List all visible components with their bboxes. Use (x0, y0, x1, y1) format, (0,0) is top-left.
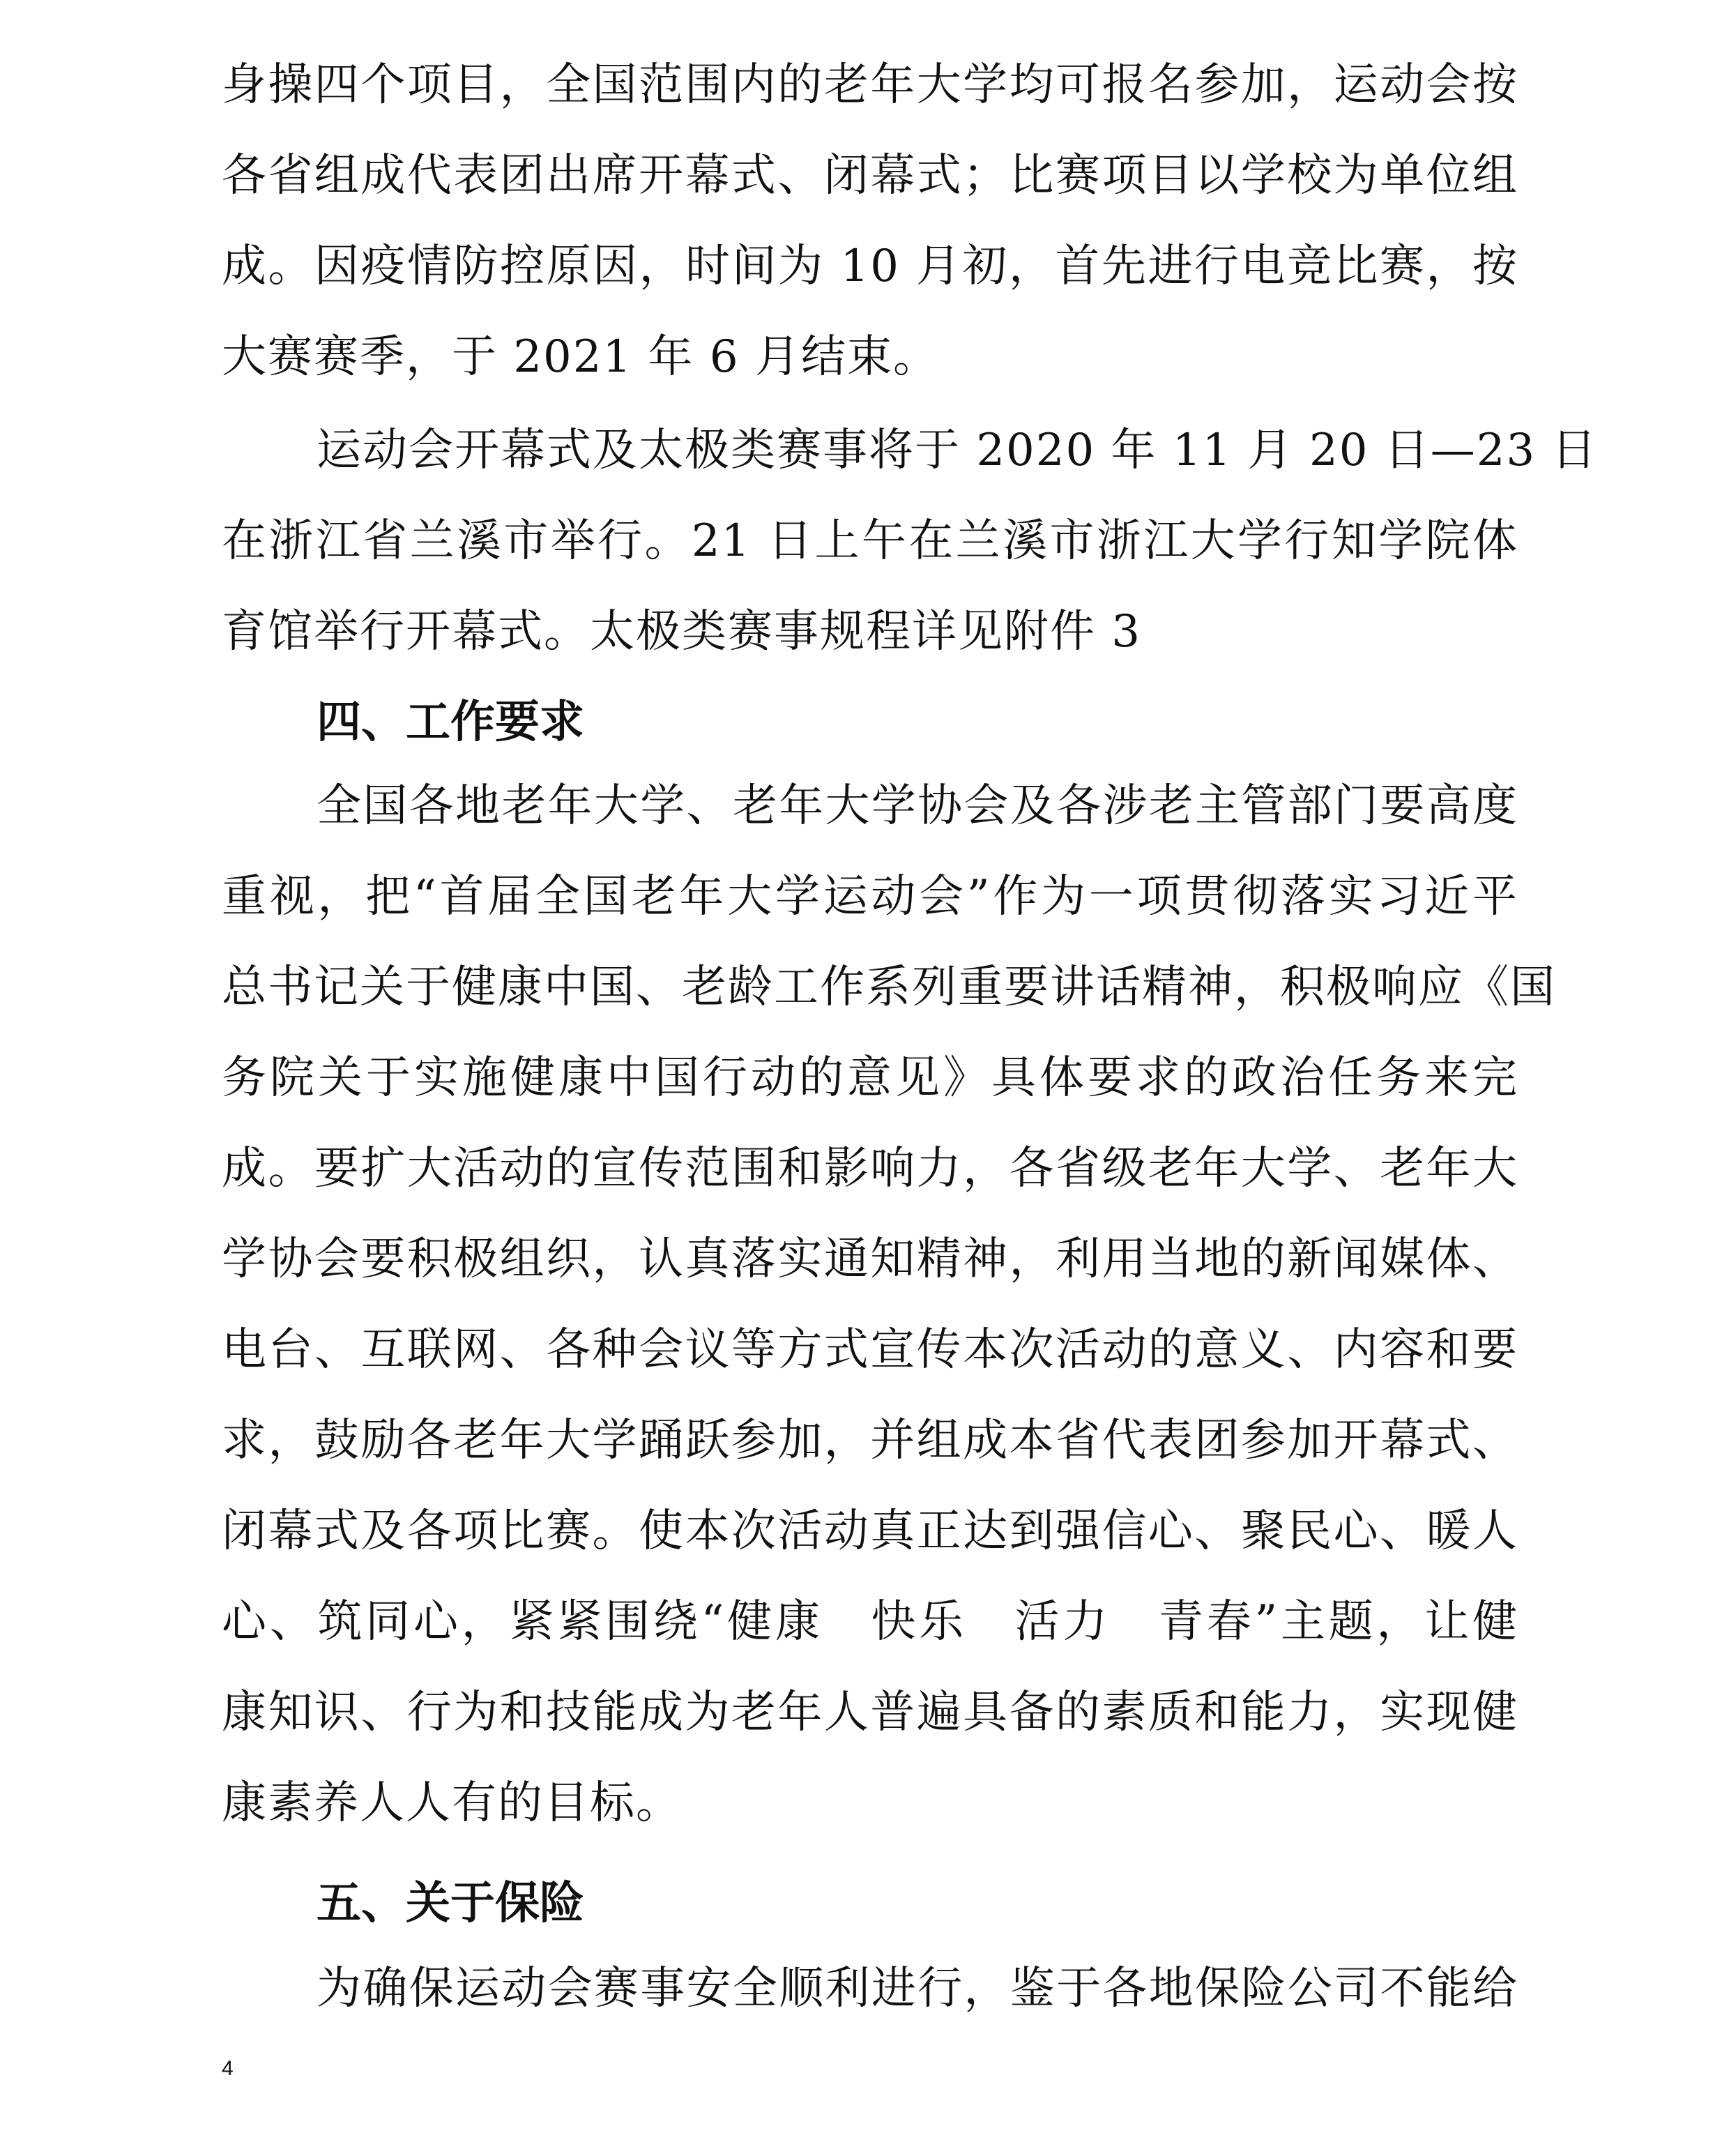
body-text-line: 务院关于实施健康中国行动的意见》具体要求的政治任务来完 (222, 1052, 1518, 1104)
body-text-line: 全国各地老年大学、老年大学协会及各涉老主管部门要高度 (317, 780, 1518, 832)
body-text-line: 运动会开幕式及太极类赛事将于 2020 年 11 月 20 日—23 日 (317, 425, 1598, 476)
body-text-line: 育馆举行开幕式。太极类赛事规程详见附件 3 (222, 606, 1142, 658)
body-text-line: 在浙江省兰溪市举行。21 日上午在兰溪市浙江大学行知学院体 (222, 515, 1518, 567)
body-text-line: 康素养人人有的目标。 (222, 1777, 682, 1829)
body-text-line: 成。因疫情防控原因，时间为 10 月初，首先进行电竞比赛，按 (222, 241, 1518, 292)
body-text-line: 电台、互联网、各种会议等方式宣传本次活动的意义、内容和要 (222, 1324, 1518, 1376)
body-text-line: 身操四个项目，全国范围内的老年大学均可报名参加，运动会按 (222, 59, 1518, 111)
body-text-line: 为确保运动会赛事安全顺利进行，鉴于各地保险公司不能给 (317, 1963, 1518, 2014)
body-text-line: 总书记关于健康中国、老龄工作系列重要讲话精神，积极响应《国 (222, 962, 1556, 1013)
body-text-line: 各省组成代表团出席开幕式、闭幕式；比赛项目以学校为单位组 (222, 150, 1518, 202)
body-text-line: 闭幕式及各项比赛。使本次活动真正达到强信心、聚民心、暖人 (222, 1505, 1518, 1557)
section-heading-insurance: 五、关于保险 (317, 1878, 584, 1929)
body-text-line: 求，鼓励各老年大学踊跃参加，并组成本省代表团参加开幕式、 (222, 1415, 1518, 1466)
body-text-line: 康知识、行为和技能成为老年人普遍具备的素质和能力，实现健 (222, 1687, 1518, 1738)
body-text-line: 学协会要积极组织，认真落实通知精神，利用当地的新闻媒体、 (222, 1233, 1518, 1285)
body-text-line: 心、筑同心，紧紧围绕“健康 快乐 活力 青春”主题，让健 (222, 1596, 1518, 1648)
body-text-line: 大赛赛季，于 2021 年 6 月结束。 (222, 331, 939, 383)
page-number: 4 (222, 2057, 234, 2080)
body-text-line: 重视，把“首届全国老年大学运动会”作为一项贯彻落实习近平 (222, 871, 1518, 923)
body-text-line: 成。要扩大活动的宣传范围和影响力，各省级老年大学、老年大 (222, 1143, 1518, 1194)
section-heading-work-requirements: 四、工作要求 (317, 697, 584, 748)
